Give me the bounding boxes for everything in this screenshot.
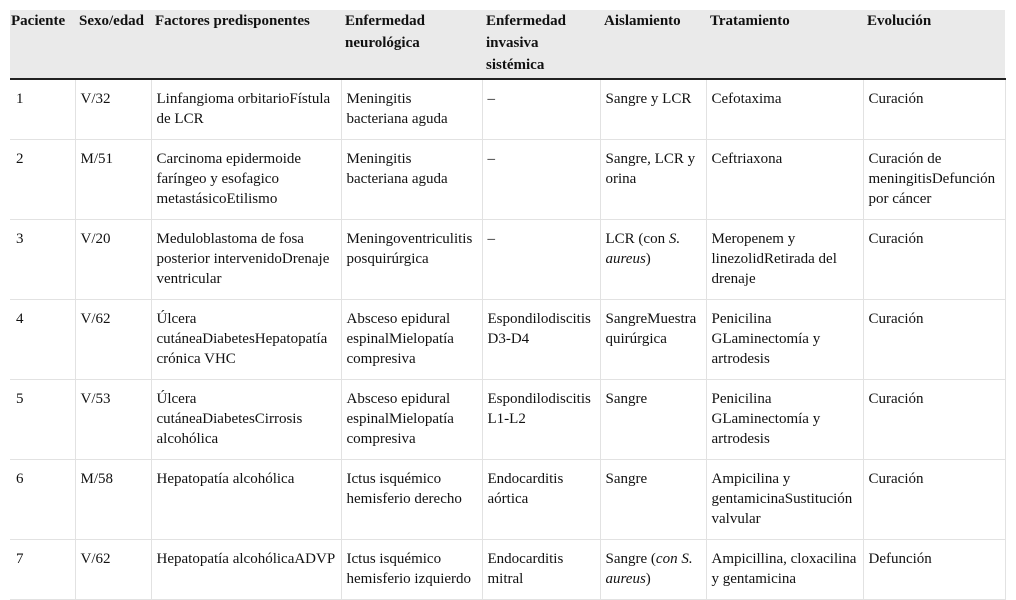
cell-evolucion: Curación de meningitisDefunción por cáncer bbox=[863, 140, 1005, 220]
table-row bbox=[10, 300, 1005, 380]
cell-sexo-edad: M/51 bbox=[75, 140, 151, 220]
cell-sistemica: Espondilodiscitis L1-L2 bbox=[482, 380, 600, 460]
cell-evolucion: Defunción bbox=[863, 540, 1005, 600]
aislamiento-italic: con S. aureus bbox=[605, 551, 693, 587]
cell-paciente: 1 bbox=[10, 79, 75, 140]
table-row bbox=[10, 140, 1005, 220]
cell-tratamiento: Cefotaxima bbox=[706, 79, 863, 140]
cell-sistemica: – bbox=[482, 79, 600, 140]
cell-sexo-edad: V/20 bbox=[75, 220, 151, 300]
table-row bbox=[10, 460, 1005, 540]
cell-sistemica: Endocarditis mitral bbox=[482, 540, 600, 600]
cell-factores: Hepatopatía alcohólica bbox=[151, 460, 341, 540]
col-header-evolucion: Evolución bbox=[863, 10, 1005, 79]
aislamiento-text: Sangre ( bbox=[605, 551, 656, 567]
cell-sistemica: – bbox=[482, 140, 600, 220]
cell-sistemica: Espondilodiscitis D3-D4 bbox=[482, 300, 600, 380]
cell-tratamiento: Penicilina GLaminectomía y artrodesis bbox=[706, 380, 863, 460]
cell-neurologica: Ictus isquémico hemisferio derecho bbox=[341, 460, 482, 540]
col-header-enfermedad-neurologica: Enfermedad neurológica bbox=[341, 10, 482, 79]
cell-aislamiento bbox=[600, 140, 706, 220]
cell-paciente: 5 bbox=[10, 380, 75, 460]
cell-sexo-edad: V/53 bbox=[75, 380, 151, 460]
aislamiento-text-end: ) bbox=[645, 251, 651, 267]
cell-factores: Úlcera cutáneaDiabetesCirrosis alcohólica bbox=[151, 380, 341, 460]
cell-factores: Úlcera cutáneaDiabetesHepatopatía crónica VHC bbox=[151, 300, 341, 380]
aislamiento-text: Sangre, LCR y orina bbox=[605, 151, 696, 187]
cell-neurologica: Absceso epidural espinalMielopatía compresiva bbox=[341, 300, 482, 380]
cell-neurologica: Absceso epidural espinalMielopatía compresiva bbox=[341, 380, 482, 460]
col-header-aislamiento: Aislamiento bbox=[600, 10, 706, 79]
aislamiento-text-end: ) bbox=[645, 571, 651, 587]
cell-factores: Meduloblastoma de fosa posterior intervenidoDrenaje ventricular bbox=[151, 220, 341, 300]
table-row bbox=[10, 79, 1005, 140]
table-row bbox=[10, 540, 1005, 600]
cell-aislamiento bbox=[600, 220, 706, 300]
cell-evolucion: Curación bbox=[863, 380, 1005, 460]
cell-neurologica: Ictus isquémico hemisferio izquierdo bbox=[341, 540, 482, 600]
col-header-factores: Factores predisponentes bbox=[151, 10, 341, 79]
aislamiento-text: Sangre bbox=[605, 471, 648, 487]
cell-tratamiento: Ceftriaxona bbox=[706, 140, 863, 220]
aislamiento-italic: S. aureus bbox=[605, 231, 681, 267]
aislamiento-text: Sangre y LCR bbox=[605, 91, 692, 107]
cell-evolucion: Curación bbox=[863, 300, 1005, 380]
cell-sistemica: – bbox=[482, 220, 600, 300]
table-row bbox=[10, 220, 1005, 300]
aislamiento-text: SangreMuestra quirúrgica bbox=[605, 311, 697, 347]
col-header-paciente: Paciente bbox=[10, 10, 75, 79]
cell-sexo-edad: V/62 bbox=[75, 540, 151, 600]
cell-tratamiento: Penicilina GLaminectomía y artrodesis bbox=[706, 300, 863, 380]
cell-tratamiento: Ampicillina, cloxacilina y gentamicina bbox=[706, 540, 863, 600]
col-header-tratamiento: Tratamiento bbox=[706, 10, 863, 79]
cell-aislamiento bbox=[600, 460, 706, 540]
cell-factores: Linfangioma orbitarioFístula de LCR bbox=[151, 79, 341, 140]
cell-aislamiento bbox=[600, 79, 706, 140]
cell-sexo-edad: V/32 bbox=[75, 79, 151, 140]
cell-neurologica: Meningoventriculitis posquirúrgica bbox=[341, 220, 482, 300]
cell-evolucion: Curación bbox=[863, 460, 1005, 540]
table-header bbox=[10, 10, 1005, 79]
cell-sexo-edad: M/58 bbox=[75, 460, 151, 540]
cell-paciente: 7 bbox=[10, 540, 75, 600]
aislamiento-text: LCR (con bbox=[605, 231, 669, 247]
col-header-sexo-edad: Sexo/edad bbox=[75, 10, 151, 79]
cell-aislamiento bbox=[600, 380, 706, 460]
cell-tratamiento: Meropenem y linezolidRetirada del drenaje bbox=[706, 220, 863, 300]
cell-aislamiento bbox=[600, 300, 706, 380]
cell-paciente: 3 bbox=[10, 220, 75, 300]
cell-aislamiento bbox=[600, 540, 706, 600]
cell-neurologica: Meningitis bacteriana aguda bbox=[341, 140, 482, 220]
cell-paciente: 6 bbox=[10, 460, 75, 540]
cell-factores: Carcinoma epidermoide faríngeo y esofagico metastásicoEtilismo bbox=[151, 140, 341, 220]
table-body bbox=[10, 79, 1005, 600]
cell-neurologica: Meningitis bacteriana aguda bbox=[341, 79, 482, 140]
cell-tratamiento: Ampicilina y gentamicinaSustitución valvular bbox=[706, 460, 863, 540]
header-row bbox=[10, 10, 1005, 79]
cell-factores: Hepatopatía alcohólicaADVP bbox=[151, 540, 341, 600]
aislamiento-text: Sangre bbox=[605, 391, 648, 407]
col-header-enfermedad-sistemica: Enfermedad invasiva sistémica bbox=[482, 10, 600, 79]
cell-paciente: 4 bbox=[10, 300, 75, 380]
cell-evolucion: Curación bbox=[863, 220, 1005, 300]
cell-paciente: 2 bbox=[10, 140, 75, 220]
table-row bbox=[10, 380, 1005, 460]
clinical-cases-table bbox=[10, 10, 1006, 600]
cell-sistemica: Endocarditis aórtica bbox=[482, 460, 600, 540]
cell-evolucion: Curación bbox=[863, 79, 1005, 140]
cell-sexo-edad: V/62 bbox=[75, 300, 151, 380]
